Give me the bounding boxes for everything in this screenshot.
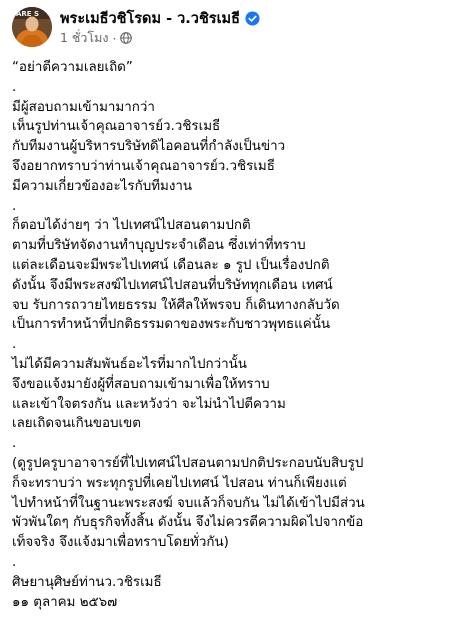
body-text-line: ไม่ได้มีความสัมพันธ์อะไรที่มากไปกว่านั้น	[12, 356, 247, 372]
body-text-line: (ดูรูปครูบาอาจารย์ที่ไปเทศน์ไปสอนตามปกติประกอบนับสิบรูป	[12, 455, 364, 471]
body-text-line: ก็ตอบได้ง่ายๆ ว่า ไปเทศน์ไปสอนตามปกติ	[12, 218, 251, 234]
body-separator-line: .	[12, 554, 17, 570]
body-text-line: กับทีมงานผู้บริหารบริษัทดิไอคอนที่กำลังเป็นข่าว	[12, 139, 286, 155]
body-text-line: พัวพันใดๆ กับธุรกิจทั้งสิ้น ดังนั้น จึงไม่ควรตีความผิดไปจากข้อ	[12, 515, 364, 531]
author-name[interactable]: พระเมธีวชิโรดม - ว.วชิรเมธี	[60, 10, 240, 27]
meta-separator: ·	[112, 30, 117, 46]
body-text-line: เลยเถิดจนเกินขอบเขต	[12, 416, 141, 432]
body-text-line: จบ รับการถวายไทยธรรม ให้ศีลให้พรจบ ก็เดินทางกลับวัด	[12, 297, 340, 313]
avatar-text: ARE S	[16, 10, 40, 18]
author-line	[60, 8, 458, 28]
body-text-line: ตามที่บริษัทจัดงานทำบุญประจำเดือน ซึ่งเท่าที่ทราบ	[12, 238, 306, 254]
author-avatar[interactable]	[12, 7, 52, 47]
body-text-line: ดังนั้น จึงมีพระสงฆ์ไปเทศน์ไปสอนที่บริษัททุกเดือน เทศน์	[12, 277, 333, 293]
body-separator-line: .	[12, 337, 17, 353]
body-text-line: และเข้าใจตรงกัน และหวังว่า จะไม่นำไปตีความ	[12, 396, 286, 412]
post-body	[12, 58, 460, 612]
body-text-line: มีความเกี่ยวข้องอะไรกับทีมงาน	[12, 178, 193, 194]
body-text-line: ไปทำหน้าที่ในฐานะพระสงฆ์ จบแล้วก็จบกัน ไม่ได้เข้าไปมีส่วน	[12, 495, 365, 511]
verified-badge-icon	[245, 11, 260, 26]
body-separator-line: .	[12, 436, 17, 452]
body-text-line: “อย่าตีความเลยเถิด”	[12, 60, 133, 75]
globe-icon[interactable]	[120, 32, 132, 44]
body-text-line: เห็นรูปท่านเจ้าคุณอาจารย์ว.วชิรเมธี	[12, 119, 221, 135]
body-text-line: จึงขอแจ้งมายังผู้ที่สอบถามเข้ามาเพื่อให้ทราบ	[12, 376, 270, 392]
body-text-line: เท็จจริง จึงแจ้งมาเพื่อทราบโดยทั่วกัน)	[12, 535, 229, 551]
body-text-line: ก็จะทราบว่า พระทุกรูปที่เคยไปเทศน์ ไปสอน ท่านก็เพียงแต่	[12, 475, 347, 491]
post-header	[12, 7, 458, 49]
author-block	[60, 8, 458, 47]
body-separator-line: .	[12, 198, 17, 214]
post-timestamp[interactable]: 1 ชั่วโมง	[60, 30, 109, 45]
monk-photo-icon	[12, 7, 52, 47]
body-separator-line: .	[12, 79, 17, 95]
post-meta	[60, 29, 458, 47]
body-text-line: แต่ละเดือนจะมีพระไปเทศน์ เดือนละ ๑ รูป เป็นเรื่องปกติ	[12, 257, 330, 273]
body-text-line: เป็นการทำหน้าที่ปกติธรรมดาของพระกับชาวพุทธแค่นั้น	[12, 317, 331, 333]
body-text-line: ๑๑ ตุลาคม ๒๕๖๗	[12, 594, 118, 610]
body-text-line: ศิษยานุศิษย์ท่านว.วชิรเมธี	[12, 574, 162, 590]
body-text-line: จึงอยากทราบว่าท่านเจ้าคุณอาจารย์ว.วชิรเมธี	[12, 158, 275, 174]
body-text-line: มีผู้สอบถามเข้ามามากว่า	[12, 99, 155, 115]
